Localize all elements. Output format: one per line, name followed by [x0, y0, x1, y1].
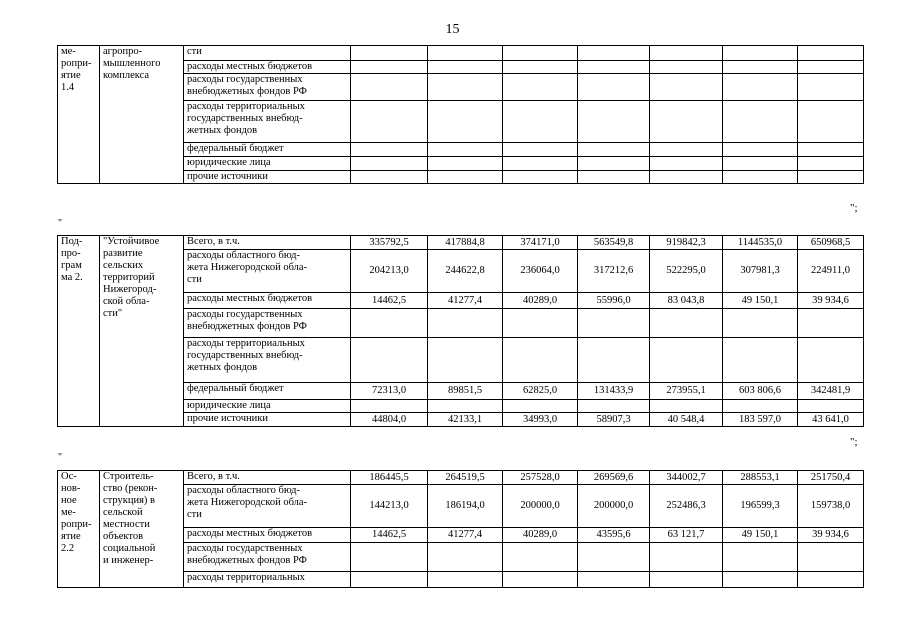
budget-table-activity-1-4 [57, 45, 864, 184]
source-label: федеральный бюджет [184, 143, 351, 157]
page-number: 15 [445, 22, 460, 37]
source-label: Всего, в т.ч. [184, 236, 351, 250]
source-label: расходы территориальных государственных внебюд- жетных фондов [184, 338, 351, 383]
value-cell: 344002,7 [650, 471, 723, 485]
value-cell: 257528,0 [503, 471, 578, 485]
value-cell: 650968,5 [798, 236, 864, 250]
source-label: расходы местных бюджетов [184, 528, 351, 543]
value-cell: 186445,5 [351, 471, 428, 485]
value-cell: 41277,4 [428, 293, 503, 309]
value-cell: 204213,0 [351, 250, 428, 293]
value-cell: 83 043,8 [650, 293, 723, 309]
value-cell: 41277,4 [428, 528, 503, 543]
source-label: юридические лица [184, 400, 351, 413]
source-label: прочие источники [184, 413, 351, 427]
source-label: юридические лица [184, 157, 351, 171]
value-cell: 49 150,1 [723, 528, 798, 543]
budget-table-activity-2-2 [57, 470, 864, 588]
source-label: расходы государственных внебюджетных фондов РФ [184, 74, 351, 101]
value-cell: 317212,6 [578, 250, 650, 293]
value-cell: 1144535,0 [723, 236, 798, 250]
value-cell: 42133,1 [428, 413, 503, 427]
value-cell: 252486,3 [650, 485, 723, 528]
value-cell: 43 641,0 [798, 413, 864, 427]
value-cell: 200000,0 [578, 485, 650, 528]
value-cell: 63 121,7 [650, 528, 723, 543]
value-cell: 269569,6 [578, 471, 650, 485]
value-cell: 58907,3 [578, 413, 650, 427]
value-cell: 251750,4 [798, 471, 864, 485]
value-cell: 224911,0 [798, 250, 864, 293]
activity-code-cell: Ос- нов- ное ме- ропри- ятие 2.2 [58, 471, 100, 588]
source-label: расходы областного бюд- жета Нижегородской обла- сти [184, 250, 351, 293]
value-cell: 62825,0 [503, 383, 578, 400]
source-label: расходы территориальных [184, 572, 351, 588]
source-label: расходы территориальных государственных внебюд- жетных фондов [184, 101, 351, 143]
value-cell: 196599,3 [723, 485, 798, 528]
value-cell: 335792,5 [351, 236, 428, 250]
closing-quote: "; [850, 202, 858, 214]
value-cell: 374171,0 [503, 236, 578, 250]
value-cell: 236064,0 [503, 250, 578, 293]
value-cell: 34993,0 [503, 413, 578, 427]
value-cell: 55996,0 [578, 293, 650, 309]
source-label: расходы местных бюджетов [184, 293, 351, 309]
source-label: Всего, в т.ч. [184, 471, 351, 485]
value-cell: 919842,3 [650, 236, 723, 250]
budget-table-subprogram-2 [57, 235, 864, 427]
value-cell: 603 806,6 [723, 383, 798, 400]
source-label: расходы областного бюд- жета Нижегородской обла- сти [184, 485, 351, 528]
value-cell: 288553,1 [723, 471, 798, 485]
value-cell: 159738,0 [798, 485, 864, 528]
activity-name-cell: агропро- мышленного комплекса [100, 46, 184, 184]
value-cell: 183 597,0 [723, 413, 798, 427]
value-cell: 417884,8 [428, 236, 503, 250]
activity-code-cell: ме- ропри- ятие 1.4 [58, 46, 100, 184]
value-cell: 40289,0 [503, 293, 578, 309]
value-cell: 40289,0 [503, 528, 578, 543]
value-cell: 39 934,6 [798, 293, 864, 309]
closing-quote: "; [850, 436, 858, 448]
value-cell: 522295,0 [650, 250, 723, 293]
source-label: сти [184, 46, 351, 61]
value-cell: 89851,5 [428, 383, 503, 400]
opening-quote: " [58, 218, 63, 229]
value-cell: 200000,0 [503, 485, 578, 528]
value-cell: 273955,1 [650, 383, 723, 400]
value-cell: 49 150,1 [723, 293, 798, 309]
value-cell: 563549,8 [578, 236, 650, 250]
value-cell: 131433,9 [578, 383, 650, 400]
activity-name-cell: Строитель- ство (рекон- струкция) в сельской местности объектов социальной и инженер- [100, 471, 184, 588]
source-label: расходы государственных внебюджетных фондов РФ [184, 543, 351, 572]
value-cell: 44804,0 [351, 413, 428, 427]
value-cell: 72313,0 [351, 383, 428, 400]
value-cell: 264519,5 [428, 471, 503, 485]
value-cell: 144213,0 [351, 485, 428, 528]
opening-quote: " [58, 452, 63, 463]
subprogram-name-cell: "Устойчивое развитие сельских территорий Нижегород- ской обла- сти" [100, 236, 184, 427]
value-cell: 40 548,4 [650, 413, 723, 427]
value-cell: 14462,5 [351, 528, 428, 543]
source-label: прочие источники [184, 171, 351, 184]
value-cell: 14462,5 [351, 293, 428, 309]
subprogram-code-cell: Под- про- грам ма 2. [58, 236, 100, 427]
value-cell: 186194,0 [428, 485, 503, 528]
value-cell: 244622,8 [428, 250, 503, 293]
source-label: расходы государственных внебюджетных фондов РФ [184, 309, 351, 338]
value-cell: 307981,3 [723, 250, 798, 293]
value-cell: 39 934,6 [798, 528, 864, 543]
source-label: федеральный бюджет [184, 383, 351, 400]
source-label: расходы местных бюджетов [184, 61, 351, 74]
value-cell: 342481,9 [798, 383, 864, 400]
value-cell: 43595,6 [578, 528, 650, 543]
